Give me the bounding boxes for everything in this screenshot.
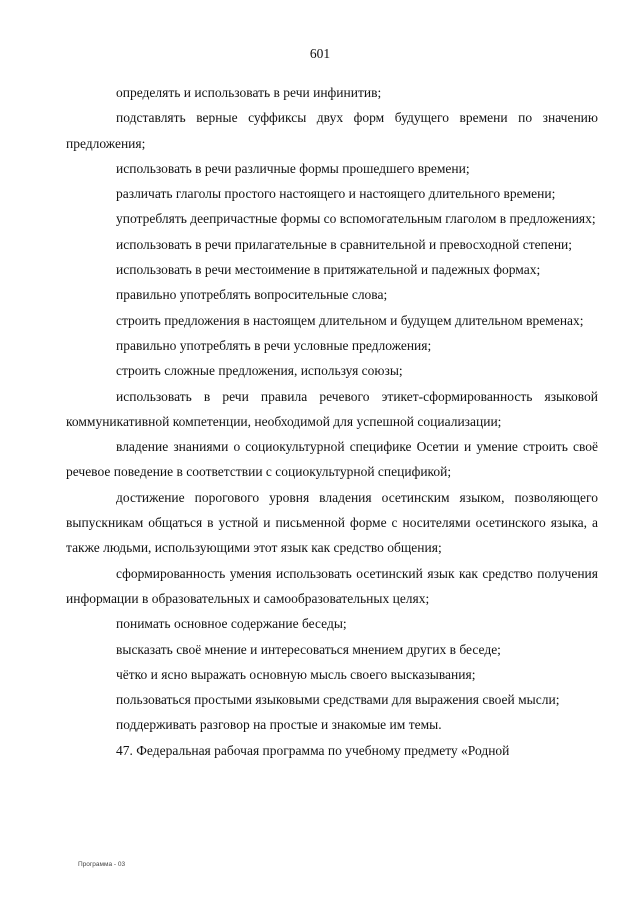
paragraph: правильно употреблять в речи условные предложения; — [116, 337, 432, 353]
paragraph: владение знаниями о социокультурной специфике Осетии и умение строить своё речевое поведение в соответствии с социокультурной спецификой; — [66, 439, 598, 480]
paragraph: употреблять деепричастные формы со вспомогательным глаголом в предложениях; — [116, 211, 596, 227]
paragraph: использовать в речи правила речевого этикет-сформированность языковой коммуникативной компетенции, необходимой для успешной социализации; — [66, 388, 598, 429]
paragraph: высказать своё мнение и интересоваться мнением других в беседе; — [116, 641, 501, 657]
paragraph: использовать в речи различные формы прошедшего времени; — [116, 160, 470, 176]
page-number: 601 — [309, 46, 331, 61]
paragraph: понимать основное содержание беседы; — [116, 616, 347, 632]
paragraph: поддерживать разговор на простые и знакомые им темы. — [116, 717, 442, 733]
paragraph: сформированность умения использовать осетинский язык как средство получения информации в образовательных и самообразовательных целях; — [66, 565, 598, 606]
paragraph: определять и использовать в речи инфинитив; — [116, 85, 382, 100]
paragraph: использовать в речи прилагательные в сравнительной и превосходной степени; — [116, 236, 573, 252]
paragraph: использовать в речи местоимение в притяжательной и падежных формах; — [116, 262, 541, 278]
paragraph: достижение порогового уровня владения осетинским языком, позволяющего выпускникам общаться в устной и письменной форме с носителями осетинского языка, а также людьми, использующими этот язык как средство общения; — [66, 489, 598, 556]
paragraph: строить предложения в настоящем длительном и будущем длительном временах; — [116, 312, 584, 328]
body-text — [66, 80, 598, 763]
paragraph: пользоваться простыми языковыми средствами для выражения своей мысли; — [116, 692, 560, 708]
paragraph: подставлять верные суффиксы двух форм будущего времени по значению предложения; — [66, 110, 598, 151]
footer-label: Программа - 03 — [78, 861, 126, 868]
paragraph: правильно употреблять вопросительные слова; — [116, 287, 388, 303]
paragraph: 47. Федеральная рабочая программа по учебному предмету «Родной — [116, 742, 510, 758]
paragraph: различать глаголы простого настоящего и настоящего длительного времени; — [116, 186, 556, 202]
paragraph: строить сложные предложения, используя союзы; — [116, 363, 403, 379]
paragraph: чётко и ясно выражать основную мысль своего высказывания; — [116, 666, 476, 682]
